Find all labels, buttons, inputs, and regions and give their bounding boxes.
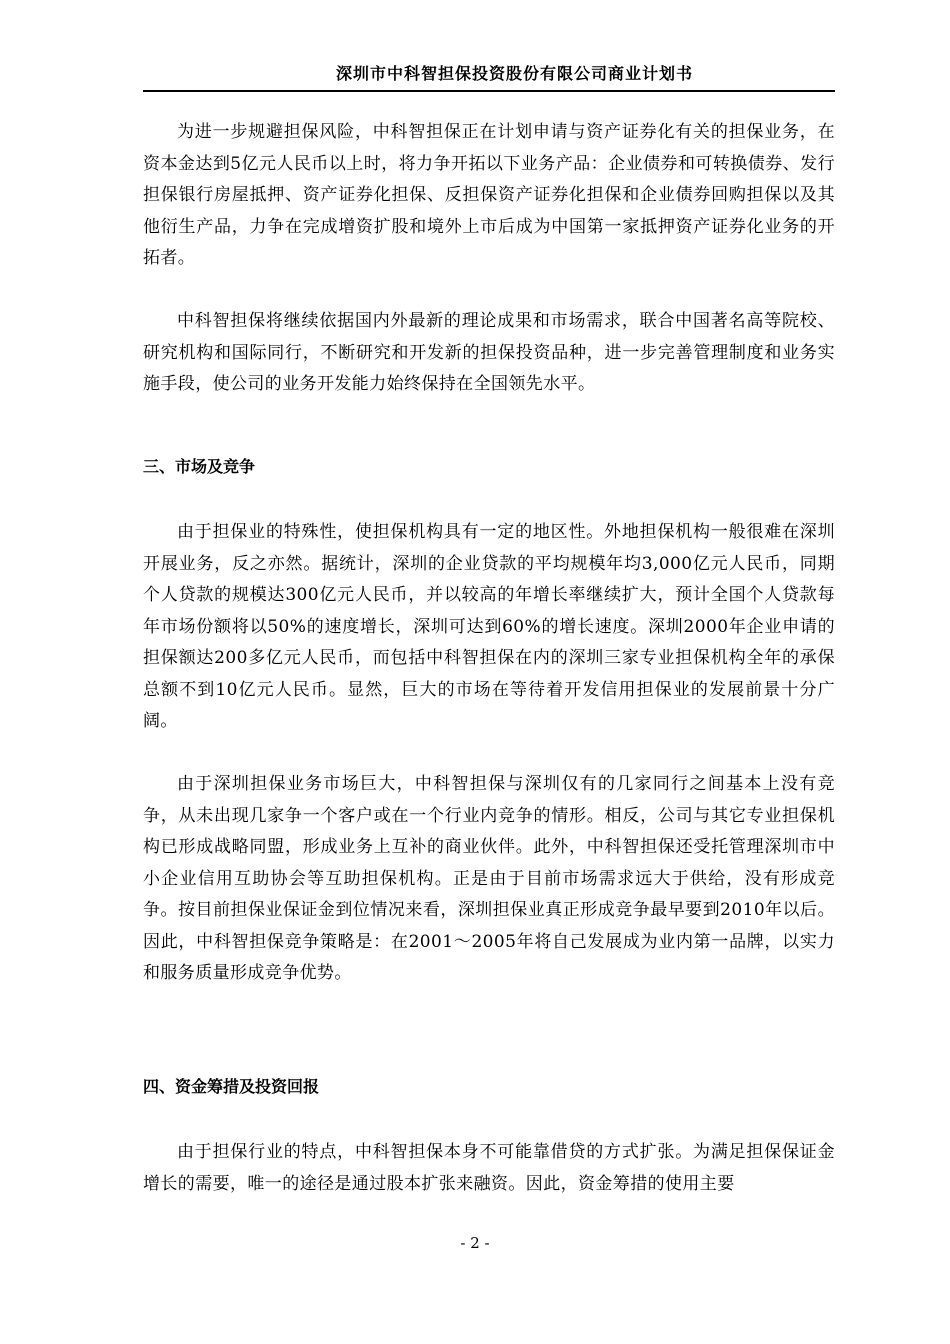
page-header bbox=[143, 62, 835, 92]
paragraph-research: 中科智担保将继续依据国内外最新的理论成果和市场需求，联合中国著名高等院校、研究机构和国际同行，不断研究和开发新的担保投资品种，进一步完善管理制度和业务实施手段，使公司的业务开发能力始终保持在全国领先水平。 bbox=[143, 311, 835, 394]
paragraph-funding: 由于担保行业的特点，中科智担保本身不可能靠借贷的方式扩张。为满足担保保证金增长的需要，唯一的途径是通过股本扩张来融资。因此，资金筹措的使用主要 bbox=[143, 1142, 835, 1194]
page-number: - 2 - bbox=[460, 1234, 490, 1252]
section-heading-funding: 四、资金筹措及投资回报 bbox=[143, 1077, 320, 1096]
paragraph-competition: 由于深圳担保业务市场巨大，中科智担保与深圳仅有的几家同行之间基本上没有竞争，从未出现几家争一个客户或在一个行业内竞争的情形。相反，公司与其它专业担保机构已形成战略同盟，形成业务上互补的商业伙伴。此外，中科智担保还受托管理深圳市中小企业信用互助协会等互助担保机构。正是由于目前市场需求远大于供给，没有形成竞争。按目前担保业保证金到位情况来看，深圳担保业真正形成竞争最早要到2010年以后。因此，中科智担保竞争策略是：在2001～2005年将自己发展成为业内第一品牌，以实力和服务质量形成竞争优势。 bbox=[143, 774, 835, 983]
paragraph-market-size: 由于担保业的特殊性，使担保机构具有一定的地区性。外地担保机构一般很难在深圳开展业务，反之亦然。据统计，深圳的企业贷款的平均规模年均3,000亿元人民币，同期个人贷款的规模达300亿元人民币，并以较高的年增长率继续扩大，预计全国个人贷款每年市场份额将以50%的速度增长，深圳可达到60%的增长速度。深圳2000年企业申请的担保额达200多亿元人民币，而包括中科智担保在内的深圳三家专业担保机构全年的承保总额不到10亿元人民币。显然，巨大的市场在等待着开发信用担保业的发展前景十分广阔。 bbox=[143, 522, 835, 731]
header-title: 深圳市中科智担保投资股份有限公司商业计划书 bbox=[335, 64, 693, 83]
section-heading-market: 三、市场及竞争 bbox=[143, 457, 256, 476]
paragraph-securitization: 为进一步规避担保风险，中科智担保正在计划申请与资产证券化有关的担保业务，在资本金达到5亿元人民币以上时，将力争开拓以下业务产品：企业债券和可转换债券、发行担保银行房屋抵押、资产证券化担保、反担保资产证券化担保和企业债券回购担保以及其他衍生产品，力争在完成增资扩股和境外上市后成为中国第一家抵押资产证券化业务的开拓者。 bbox=[143, 122, 835, 268]
